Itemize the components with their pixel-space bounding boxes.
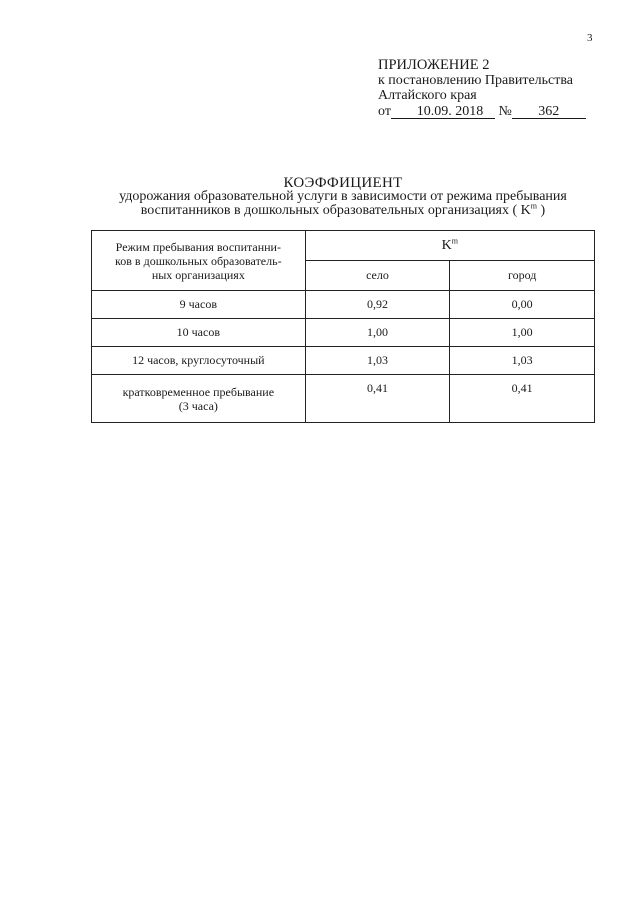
cell-village: 0,41 xyxy=(305,375,450,423)
cell-village: 1,00 xyxy=(305,319,450,347)
cell-village: 1,03 xyxy=(305,347,450,375)
table-row xyxy=(92,347,595,375)
table-header-row xyxy=(92,231,595,261)
decree-date-number-line xyxy=(378,104,586,119)
date-prefix: от xyxy=(378,104,391,119)
cell-city: 0,41 xyxy=(450,375,595,423)
cell-city: 1,00 xyxy=(450,319,595,347)
cell-mode: кратковременное пребывание (3 часа) xyxy=(92,375,306,423)
document-heading xyxy=(90,176,596,218)
header-city: город xyxy=(450,261,595,291)
cell-mode: 10 часов xyxy=(92,319,306,347)
cell-mode: 12 часов, круглосуточный xyxy=(92,347,306,375)
table-row xyxy=(92,319,595,347)
annex-decree-line: к постановлению Правительства xyxy=(378,73,574,88)
page-number: 3 xyxy=(587,32,593,44)
annex-block xyxy=(378,58,586,119)
annex-government-line: Алтайского края xyxy=(378,88,477,103)
table-row xyxy=(92,291,595,319)
coefficient-table xyxy=(91,230,595,423)
cell-city: 0,00 xyxy=(450,291,595,319)
decree-date: 10.09. 2018 xyxy=(391,105,495,119)
number-prefix: № xyxy=(498,104,512,119)
cell-village: 0,92 xyxy=(305,291,450,319)
coefficient-symbol: $K^m$ xyxy=(520,201,538,218)
header-village: село xyxy=(305,261,450,291)
annex-title: ПРИЛОЖЕНИЕ 2 xyxy=(378,57,490,73)
header-coefficient: $K^m$ xyxy=(305,231,594,261)
cell-city: 1,03 xyxy=(450,347,595,375)
heading-title: КОЭФФИЦИЕНТ xyxy=(283,175,403,191)
header-mode: Режим пребывания воспитанни- ков в дошкольных образователь- ных организациях xyxy=(92,231,306,291)
decree-number: 362 xyxy=(512,105,586,119)
cell-mode: 9 часов xyxy=(92,291,306,319)
heading-subtitle-text: воспитанников в дошкольных образовательных организациях ( xyxy=(140,203,518,218)
heading-subtitle-line2: воспитанников в дошкольных образовательных организациях ( $K^m$ ) xyxy=(140,201,546,218)
table-row xyxy=(92,375,595,423)
heading-subtitle-line1: удорожания образовательной услуги в зависимости от режима пребывания xyxy=(119,189,567,204)
